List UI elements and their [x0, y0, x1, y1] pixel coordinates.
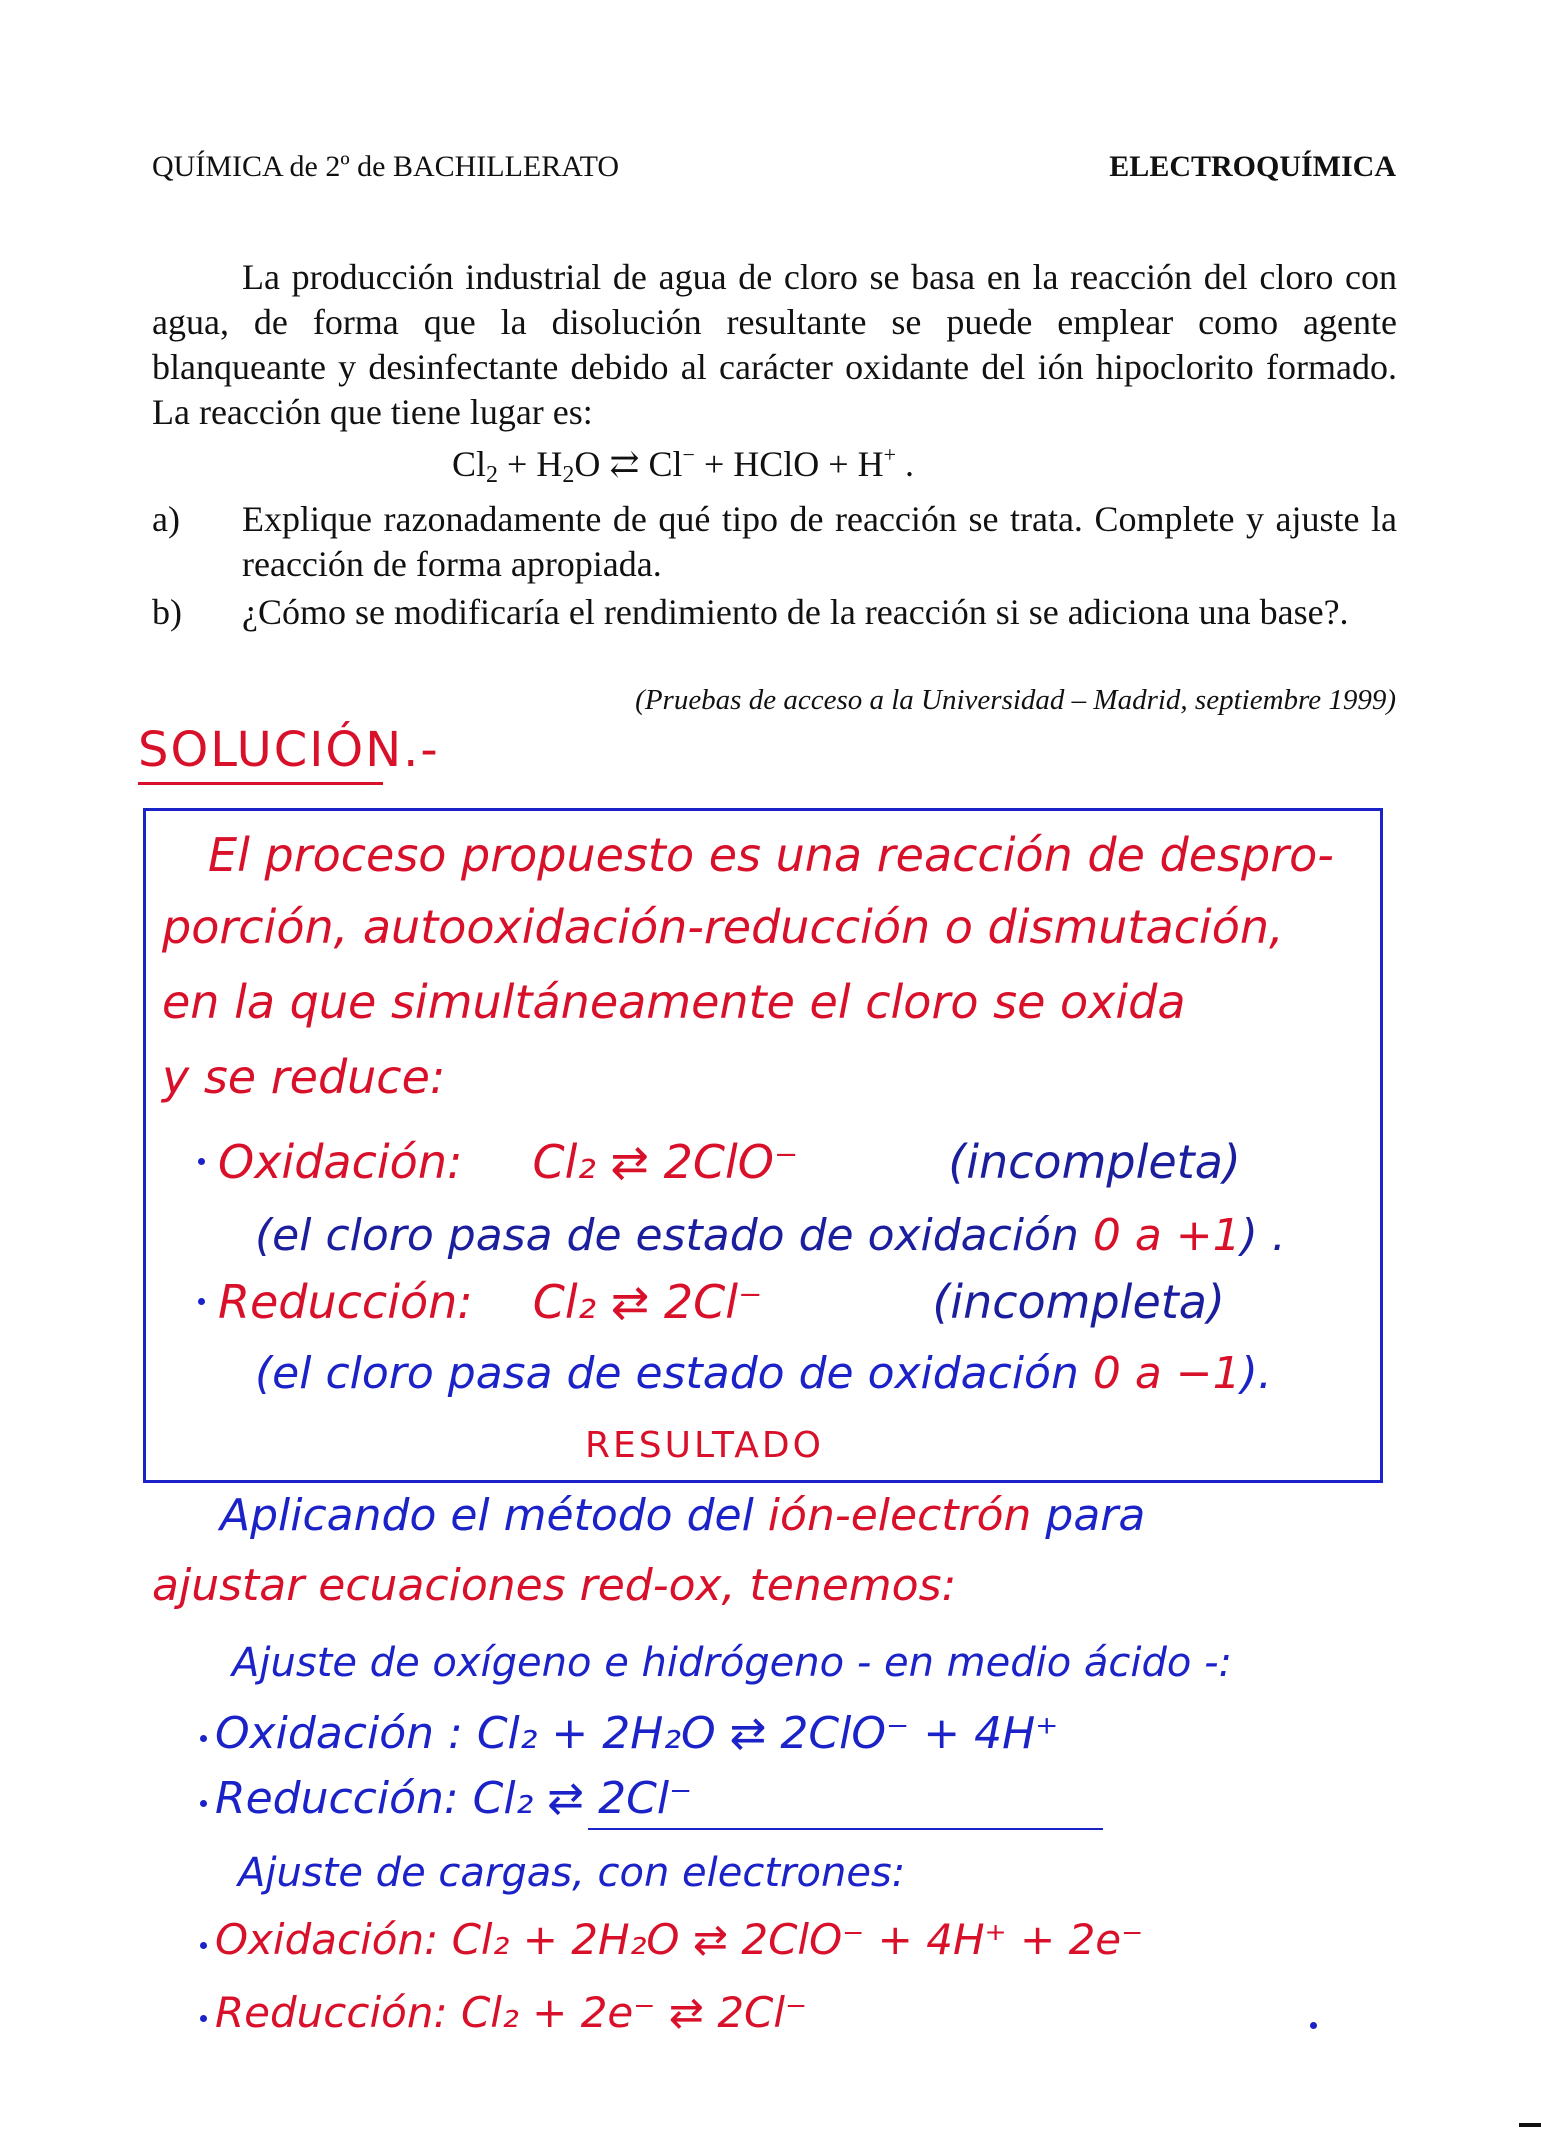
answer-line-4: y se reduce: [162, 1050, 446, 1104]
reduction-incomplete: Reducción: Cl₂ ⇄ 2Cl⁻ (incompleta) [218, 1275, 1225, 1329]
bullet-dot [198, 1158, 205, 1165]
solution-title: SOLUCIÓN.- [138, 722, 440, 778]
end-dot [1310, 2022, 1317, 2029]
method-line-1: Aplicando el método del ión-electrón para [220, 1490, 1146, 1541]
problem-equation: $Cl_2 + H_2O$ ⇄ Cl− + HClO + H+ . [452, 442, 914, 488]
answer-line-1: El proceso propuesto es una reacción de despro- [208, 828, 1334, 882]
scan-corner-mark [1519, 2123, 1541, 2127]
method-subtitle-oxygen: Ajuste de oxígeno e hidrógeno - en medio ácido -: [232, 1640, 1233, 1686]
bullet-dot [200, 2015, 207, 2022]
reduction-note: (el cloro pasa de estado de oxidación 0 a −1). [255, 1348, 1272, 1399]
reduction-oxygen-balanced: Reducción: Cl₂ ⇄ 2Cl⁻ [215, 1773, 693, 1824]
bullet-dot [198, 1298, 205, 1305]
problem-intro: La producción industrial de agua de cloro se basa en la reacción del cloro con agua, de forma que la disolución resultante se puede emplear como agente blanqueante y desinfectante debido al carácter oxidante del ión hipoclorito formado. La reacción que tiene lugar es: [152, 257, 1397, 432]
bullet-dot [200, 1735, 207, 1742]
question-label: b) [152, 592, 182, 632]
method-subtitle-charges: Ajuste de cargas, con electrones: [238, 1850, 906, 1896]
oxidation-charge-balanced: Oxidación: Cl₂ + 2H₂O ⇄ 2ClO⁻ + 4H⁺ + 2e⁻ [215, 1915, 1144, 1964]
question-a [152, 497, 1397, 592]
oxidation-note: (el cloro pasa de estado de oxidación 0 a +1) . [255, 1210, 1286, 1261]
method-line-2: ajustar ecuaciones red-ox, tenemos: [152, 1560, 957, 1611]
question-text: Explique razonadamente de qué tipo de reacción se trata. Complete y ajuste la reacción de forma apropiada. [242, 499, 1397, 584]
answer-line-3: en la que simultáneamente el cloro se oxida [162, 975, 1186, 1029]
problem-source: (Pruebas de acceso a la Universidad – Madrid, septiembre 1999) [635, 684, 1396, 716]
answer-line-2: porción, autooxidación-reducción o dismutación, [162, 900, 1284, 954]
question-label: a) [152, 499, 180, 539]
solution-title-underline [138, 782, 383, 785]
question-text: ¿Cómo se modificaría el rendimiento de la reacción si se adiciona una base?. [242, 592, 1349, 632]
oxidation-oxygen-balanced: Oxidación : Cl₂ + 2H₂O ⇄ 2ClO⁻ + 4H⁺ [215, 1708, 1059, 1759]
header-topic: ELECTROQUÍMICA [1109, 150, 1396, 183]
bullet-dot [200, 1800, 207, 1807]
divider-line [588, 1828, 1103, 1830]
reduction-charge-balanced: Reducción: Cl₂ + 2e⁻ ⇄ 2Cl⁻ [215, 1988, 808, 2037]
question-b [152, 590, 1397, 685]
bullet-dot [200, 1942, 207, 1949]
header-subject: QUÍMICA de 2º de BACHILLERATO [152, 150, 620, 183]
oxidation-incomplete: Oxidación: Cl₂ ⇄ 2ClO⁻ (incompleta) [218, 1135, 1241, 1189]
result-label: RESULTADO [585, 1425, 824, 1466]
